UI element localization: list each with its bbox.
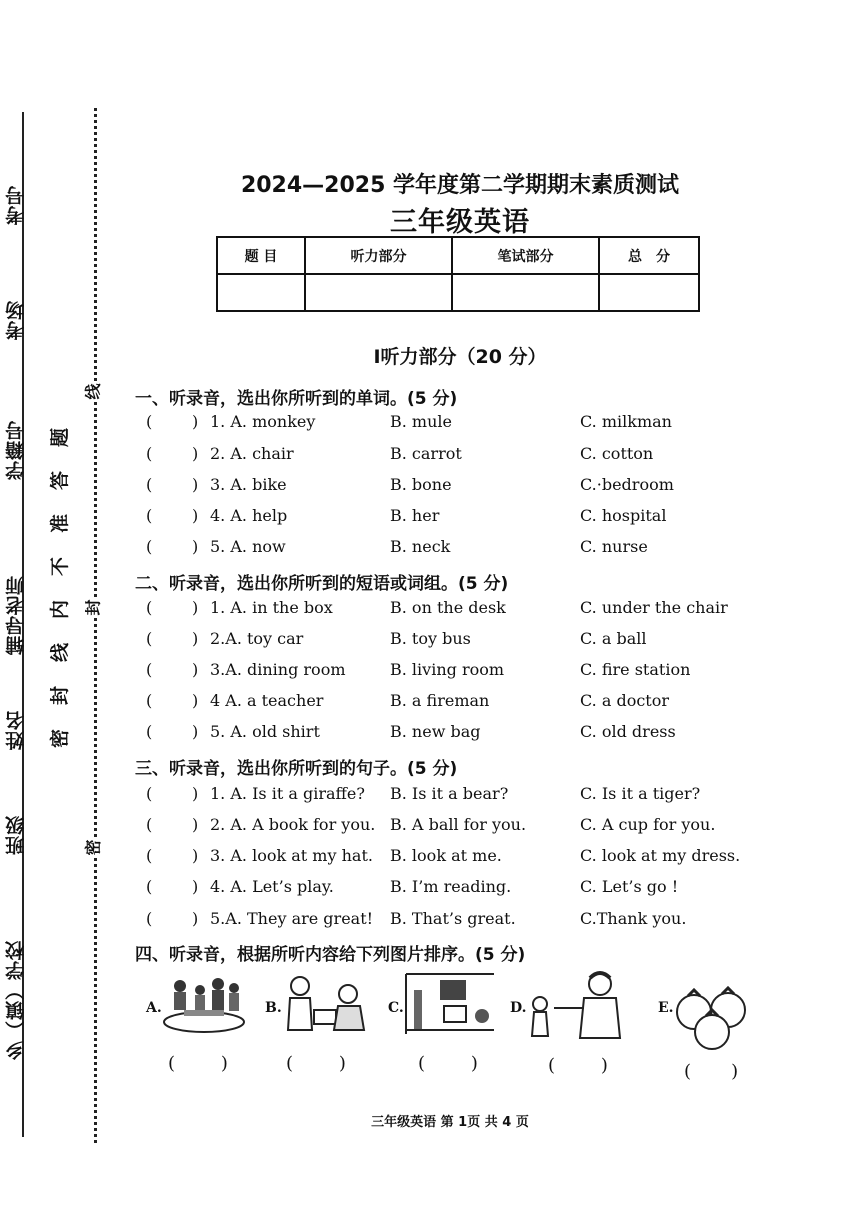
field-class: 班级 bbox=[5, 815, 27, 855]
exam-subtitle: 三年级英语 bbox=[390, 207, 530, 238]
option-a: 3. A. look at my hat. bbox=[210, 846, 373, 865]
option-b: B. mule bbox=[390, 412, 452, 431]
option-a: 2.A. toy car bbox=[210, 629, 304, 648]
field-exam-number: 考号 bbox=[5, 185, 27, 225]
option-a: 4. A. Let’s play. bbox=[210, 877, 334, 896]
answer-paren-open[interactable]: ( bbox=[146, 412, 153, 431]
option-a: 3.A. dining room bbox=[210, 660, 346, 679]
field-township-school: 乡（镇）学校 bbox=[5, 940, 27, 1060]
answer-paren-close[interactable]: ) bbox=[192, 815, 199, 834]
section-1-heading: 一、听录音，选出你所听到的单词。(5 分) bbox=[135, 389, 458, 409]
answer-paren-open[interactable]: ( bbox=[146, 722, 153, 741]
option-a: 4 A. a teacher bbox=[210, 691, 324, 710]
option-c: C.·bedroom bbox=[580, 475, 674, 494]
option-c: C. Let’s go ! bbox=[580, 877, 679, 896]
answer-paren-close[interactable]: ) bbox=[192, 722, 199, 741]
question-row bbox=[146, 909, 786, 933]
question-row bbox=[146, 412, 786, 436]
option-b: B. neck bbox=[390, 537, 451, 556]
answer-paren-open[interactable]: ( bbox=[146, 506, 153, 525]
page-footer: 三年级英语 第 1页 共 4 页 bbox=[371, 1115, 529, 1130]
score-header-listening: 听力部分 bbox=[305, 237, 452, 274]
answer-paren-open[interactable]: ( bbox=[146, 784, 153, 803]
room-icon bbox=[404, 972, 496, 1040]
question-row bbox=[146, 846, 786, 870]
score-table bbox=[216, 236, 700, 312]
field-name: 姓名 bbox=[5, 710, 27, 750]
answer-paren-close[interactable]: ) bbox=[192, 598, 199, 617]
question-row bbox=[146, 598, 786, 622]
question-row bbox=[146, 660, 786, 684]
doctor-icon bbox=[524, 968, 624, 1044]
question-row bbox=[146, 506, 786, 530]
option-c: C. cotton bbox=[580, 444, 654, 463]
field-exam-room: 考场 bbox=[5, 300, 27, 340]
answer-paren-open[interactable]: ( bbox=[146, 815, 153, 834]
answer-paren-close[interactable]: ) bbox=[192, 629, 199, 648]
question-row bbox=[146, 722, 786, 746]
answer-paren-open[interactable]: ( bbox=[146, 444, 153, 463]
seal-mark-secret: 密 bbox=[81, 839, 104, 855]
no-answer-notice: 密 封 线 内 不 准 答 题 bbox=[49, 427, 72, 749]
answer-paren-close[interactable]: ) bbox=[192, 784, 199, 803]
section-3-heading: 三、听录音，选出你所听到的句子。(5 分) bbox=[135, 759, 458, 779]
seal-mark-seal: 封 bbox=[81, 599, 104, 615]
option-a: 1. A. in the box bbox=[210, 598, 333, 617]
option-a: 2. A. chair bbox=[210, 444, 294, 463]
picture-label-e: E. bbox=[658, 1000, 674, 1016]
answer-paren-open[interactable]: ( bbox=[146, 691, 153, 710]
option-c: C.Thank you. bbox=[580, 909, 687, 928]
answer-paren-close[interactable]: ) bbox=[192, 877, 199, 896]
score-header-item: 题 目 bbox=[217, 237, 305, 274]
answer-paren-open[interactable]: ( bbox=[146, 598, 153, 617]
family-dinner-icon bbox=[160, 972, 248, 1040]
option-a: 5. A. now bbox=[210, 537, 286, 556]
option-c: C. milkman bbox=[580, 412, 672, 431]
question-row bbox=[146, 629, 786, 653]
score-header-writing: 笔试部分 bbox=[452, 237, 599, 274]
tomatoes-icon bbox=[672, 986, 752, 1056]
answer-paren-open[interactable]: ( bbox=[146, 537, 153, 556]
question-row bbox=[146, 444, 786, 468]
option-c: C. nurse bbox=[580, 537, 648, 556]
answer-paren-open[interactable]: ( bbox=[146, 629, 153, 648]
option-b: B. A ball for you. bbox=[390, 815, 527, 834]
option-c: C. a ball bbox=[580, 629, 647, 648]
option-b: B. That’s great. bbox=[390, 909, 516, 928]
shopping-icon bbox=[276, 972, 368, 1040]
option-a: 2. A. A book for you. bbox=[210, 815, 376, 834]
answer-blank-a[interactable]: ( ) bbox=[168, 1053, 228, 1074]
answer-paren-close[interactable]: ) bbox=[192, 444, 199, 463]
option-b: B. a fireman bbox=[390, 691, 490, 710]
answer-blank-b[interactable]: ( ) bbox=[286, 1053, 346, 1074]
score-cell[interactable] bbox=[452, 274, 599, 311]
option-a: 1. A. monkey bbox=[210, 412, 316, 431]
picture-label-a: A. bbox=[146, 1000, 162, 1016]
answer-paren-close[interactable]: ) bbox=[192, 475, 199, 494]
score-cell[interactable] bbox=[599, 274, 699, 311]
section-4-heading: 四、听录音，根据所听内容给下列图片排序。(5 分) bbox=[135, 945, 526, 965]
field-tutor: 辅导老师 bbox=[5, 575, 27, 655]
option-b: B. toy bus bbox=[390, 629, 471, 648]
answer-blank-d[interactable]: ( ) bbox=[548, 1055, 608, 1076]
answer-paren-close[interactable]: ) bbox=[192, 691, 199, 710]
question-row bbox=[146, 877, 786, 901]
answer-paren-close[interactable]: ) bbox=[192, 846, 199, 865]
option-a: 5.A. They are great! bbox=[210, 909, 374, 928]
score-cell[interactable] bbox=[217, 274, 305, 311]
field-student-id: 学籍号 bbox=[5, 420, 27, 480]
score-cell[interactable] bbox=[305, 274, 452, 311]
question-row bbox=[146, 784, 786, 808]
cut-line-dots bbox=[94, 108, 97, 1143]
answer-paren-close[interactable]: ) bbox=[192, 537, 199, 556]
picture-label-b: B. bbox=[265, 1000, 282, 1016]
option-b: B. her bbox=[390, 506, 440, 525]
option-a: 3. A. bike bbox=[210, 475, 287, 494]
question-row bbox=[146, 815, 786, 839]
option-b: B. Is it a bear? bbox=[390, 784, 509, 803]
answer-paren-close[interactable]: ) bbox=[192, 909, 199, 928]
option-b: B. I’m reading. bbox=[390, 877, 512, 896]
answer-paren-open[interactable]: ( bbox=[146, 846, 153, 865]
question-row bbox=[146, 475, 786, 499]
answer-blank-c[interactable]: ( ) bbox=[418, 1053, 478, 1074]
option-b: B. living room bbox=[390, 660, 505, 679]
answer-paren-open[interactable]: ( bbox=[146, 660, 153, 679]
option-c: C. look at my dress. bbox=[580, 846, 741, 865]
picture-label-d: D. bbox=[510, 1000, 527, 1016]
seal-mark-line: 线 bbox=[81, 383, 104, 399]
score-header-total: 总 分 bbox=[599, 237, 699, 274]
option-b: B. bone bbox=[390, 475, 452, 494]
listening-part-title: Ⅰ听力部分（20 分） bbox=[373, 346, 547, 368]
answer-blank-e[interactable]: ( ) bbox=[684, 1061, 739, 1082]
answer-paren-open[interactable]: ( bbox=[146, 909, 153, 928]
section-2-heading: 二、听录音，选出你所听到的短语或词组。(5 分) bbox=[135, 574, 509, 594]
option-c: C. a doctor bbox=[580, 691, 670, 710]
option-c: C. Is it a tiger? bbox=[580, 784, 701, 803]
answer-paren-open[interactable]: ( bbox=[146, 877, 153, 896]
answer-paren-close[interactable]: ) bbox=[192, 506, 199, 525]
answer-paren-open[interactable]: ( bbox=[146, 475, 153, 494]
answer-paren-close[interactable]: ) bbox=[192, 412, 199, 431]
picture-label-c: C. bbox=[388, 1000, 404, 1016]
option-c: C. fire station bbox=[580, 660, 691, 679]
option-c: C. hospital bbox=[580, 506, 667, 525]
option-b: B. look at me. bbox=[390, 846, 502, 865]
option-a: 4. A. help bbox=[210, 506, 288, 525]
question-row bbox=[146, 691, 786, 715]
option-a: 1. A. Is it a giraffe? bbox=[210, 784, 365, 803]
option-c: C. old dress bbox=[580, 722, 676, 741]
answer-paren-close[interactable]: ) bbox=[192, 660, 199, 679]
exam-title: 2024—2025 学年度第二学期期末素质测试 bbox=[240, 173, 680, 198]
option-b: B. new bag bbox=[390, 722, 481, 741]
option-c: C. under the chair bbox=[580, 598, 728, 617]
question-row bbox=[146, 537, 786, 561]
option-a: 5. A. old shirt bbox=[210, 722, 320, 741]
option-c: C. A cup for you. bbox=[580, 815, 716, 834]
option-b: B. on the desk bbox=[390, 598, 506, 617]
option-b: B. carrot bbox=[390, 444, 462, 463]
